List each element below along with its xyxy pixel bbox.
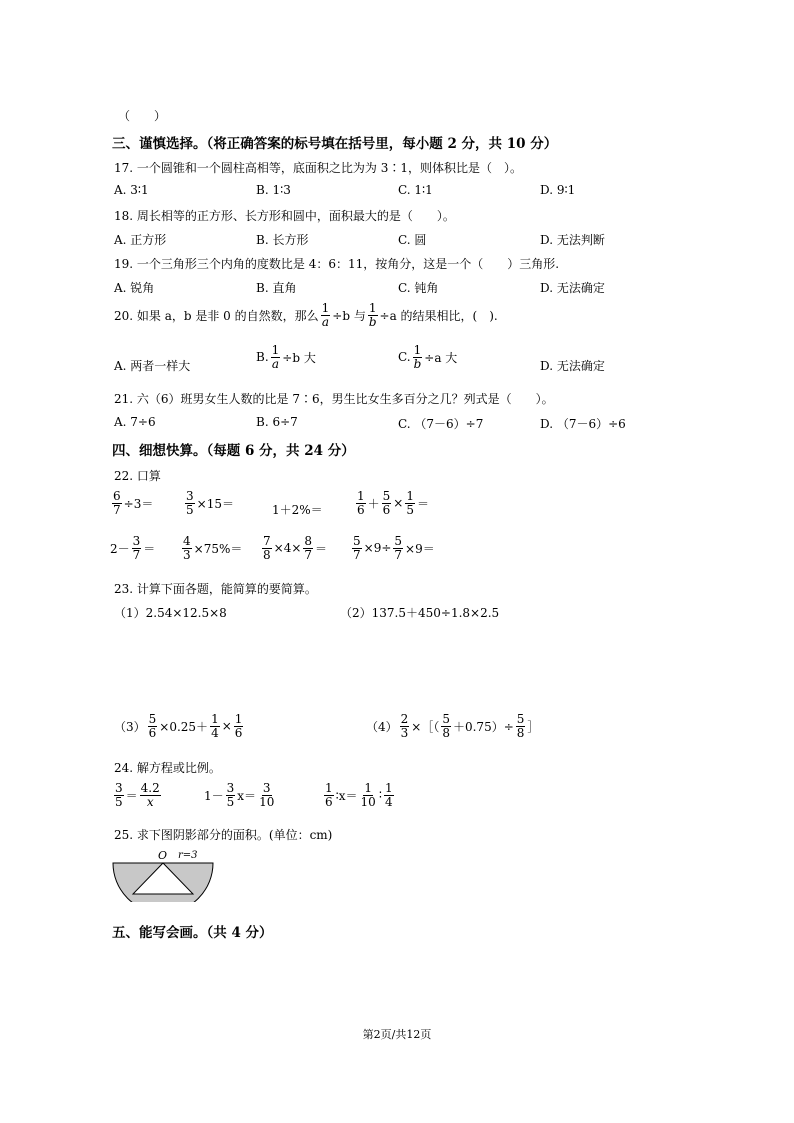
center-label-o: O [158,849,168,862]
q18-option-a[interactable]: A. 正方形 [114,233,167,247]
q24-e2: 1－ $\frac{3}{5}$ x＝ $\frac{3}{10}$ [204,781,275,809]
q17-option-b[interactable]: B. 1∶3 [256,183,291,197]
q19-stem: 19. 一个三角形三个内角的度数比是 4：6：11，按角分，这是一个（ ）三角形. [114,257,560,271]
q24-title: 24. 解方程或比例。 [114,761,221,775]
q23-p4: （4） $\frac{2}{3}$ ×［（ $\frac{5}{8}$ ＋0.75）÷ $\frac{5}{8}$ ］ [366,712,540,740]
q17-stem: 17. 一个圆锥和一个圆柱高相等，底面积之比为为 3∶1，则体积比是（ ）。 [114,161,522,175]
q20-fraction-1: $\frac{1}{a}$ [321,301,330,329]
q25-semicircle-figure [108,846,218,902]
q24-e1: $\frac{3}{5}$ ＝ $\frac{4.2}{x}$ [115,781,160,809]
q20-stem [114,302,498,328]
q21-option-d[interactable]: D. （7－6）÷6 [540,417,626,431]
q20-option-b-text: ÷b 大 [282,350,316,365]
section4-heading: 四、细想快算。（每题 6 分，共 24 分） [112,443,355,459]
radius-label: r=3 [178,850,198,861]
q18-option-c[interactable]: C. 圆 [398,233,427,247]
q19-option-d[interactable]: D. 无法确定 [540,281,605,295]
q18-stem: 18. 周长相等的正方形、长方形和圆中，面积最大的是（ ）。 [114,209,455,223]
q23-p3: （3） $\frac{5}{6}$ ×0.25＋ $\frac{1}{4}$ × $\frac{1}{6}$ [114,712,243,740]
q24-e3: $\frac{1}{6}$ ∶x＝ $\frac{1}{10}$ ∶ $\frac{1}{4}$ [325,781,393,809]
q17-option-d[interactable]: D. 9∶1 [540,183,576,197]
q18-option-b[interactable]: B. 长方形 [256,233,309,247]
q25-title: 25. 求下图阴影部分的面积。(单位：cm) [114,828,333,842]
q20-option-d[interactable]: D. 无法确定 [540,359,605,373]
q22-r1-e4: $\frac{1}{6}$ ＋ $\frac{5}{6}$ × $\frac{1}{5}$ ＝ [357,489,430,517]
page-footer: 第2页/共12页 [362,1028,432,1041]
q20-option-b[interactable] [256,344,316,370]
q23-p2: （2）137.5＋450÷1.8×2.5 [340,606,500,620]
q17-option-a[interactable]: A. 3∶1 [114,183,149,197]
q22-r2-e2: $\frac{4}{3}$ ×75%＝ [183,534,243,562]
q20-option-b-label: B. [256,350,269,365]
q20-prefix: 20. 如果 a，b 是非 0 的自然数，那么 [114,308,319,323]
q20-option-b-fraction: $\frac{1}{a}$ [271,343,280,371]
q20-option-c[interactable] [398,344,457,370]
section5-heading: 五、能写会画。（共 4 分） [112,925,273,941]
answer-paren: （ ） [118,109,167,123]
q22-r2-e1: 2－ $\frac{3}{7}$ ＝ [110,534,156,562]
q21-option-b[interactable]: B. 6÷7 [256,415,298,429]
q21-stem: 21. 六（6）班男女生人数的比是 7∶6，男生比女生多百分之几？列式是（ ）。 [114,392,554,406]
q22-r2-e3: $\frac{7}{8}$ ×4× $\frac{8}{7}$ ＝ [263,534,328,562]
q22-r2-e4: $\frac{5}{7}$ ×9÷ $\frac{5}{7}$ ×9＝ [353,534,435,562]
q22-title: 22. 口算 [114,469,161,483]
q20-mid1: ÷b 与 [332,308,366,323]
q22-r1-e3: 1＋2%＝ [272,503,323,517]
q19-option-c[interactable]: C. 钝角 [398,281,439,295]
q20-option-c-label: C. [398,350,411,365]
q22-r1-e2: $\frac{3}{5}$ ×15＝ [186,489,234,517]
q20-mid2: ÷a 的结果相比，( ). [379,308,498,323]
section3-heading: 三、谨慎选择。（将正确答案的标号填在括号里，每小题 2 分，共 10 分） [112,136,558,152]
q20-option-a[interactable]: A. 两者一样大 [114,359,191,373]
q19-option-b[interactable]: B. 直角 [256,281,297,295]
q23-p1: （1）2.54×12.5×8 [114,606,227,620]
q23-title: 23. 计算下面各题，能简算的要简算。 [114,582,317,596]
q17-option-c[interactable]: C. 1∶1 [398,183,433,197]
q20-fraction-2: $\frac{1}{b}$ [368,301,377,329]
q19-option-a[interactable]: A. 锐角 [114,281,155,295]
q21-option-a[interactable]: A. 7÷6 [114,415,156,429]
q20-option-c-fraction: $\frac{1}{b}$ [413,343,422,371]
q20-option-c-text: ÷a 大 [424,350,458,365]
q21-option-c[interactable]: C. （7－6）÷7 [398,417,484,431]
q18-option-d[interactable]: D. 无法判断 [540,233,605,247]
q22-r1-e1: $\frac{6}{7}$ ÷3＝ [113,489,154,517]
